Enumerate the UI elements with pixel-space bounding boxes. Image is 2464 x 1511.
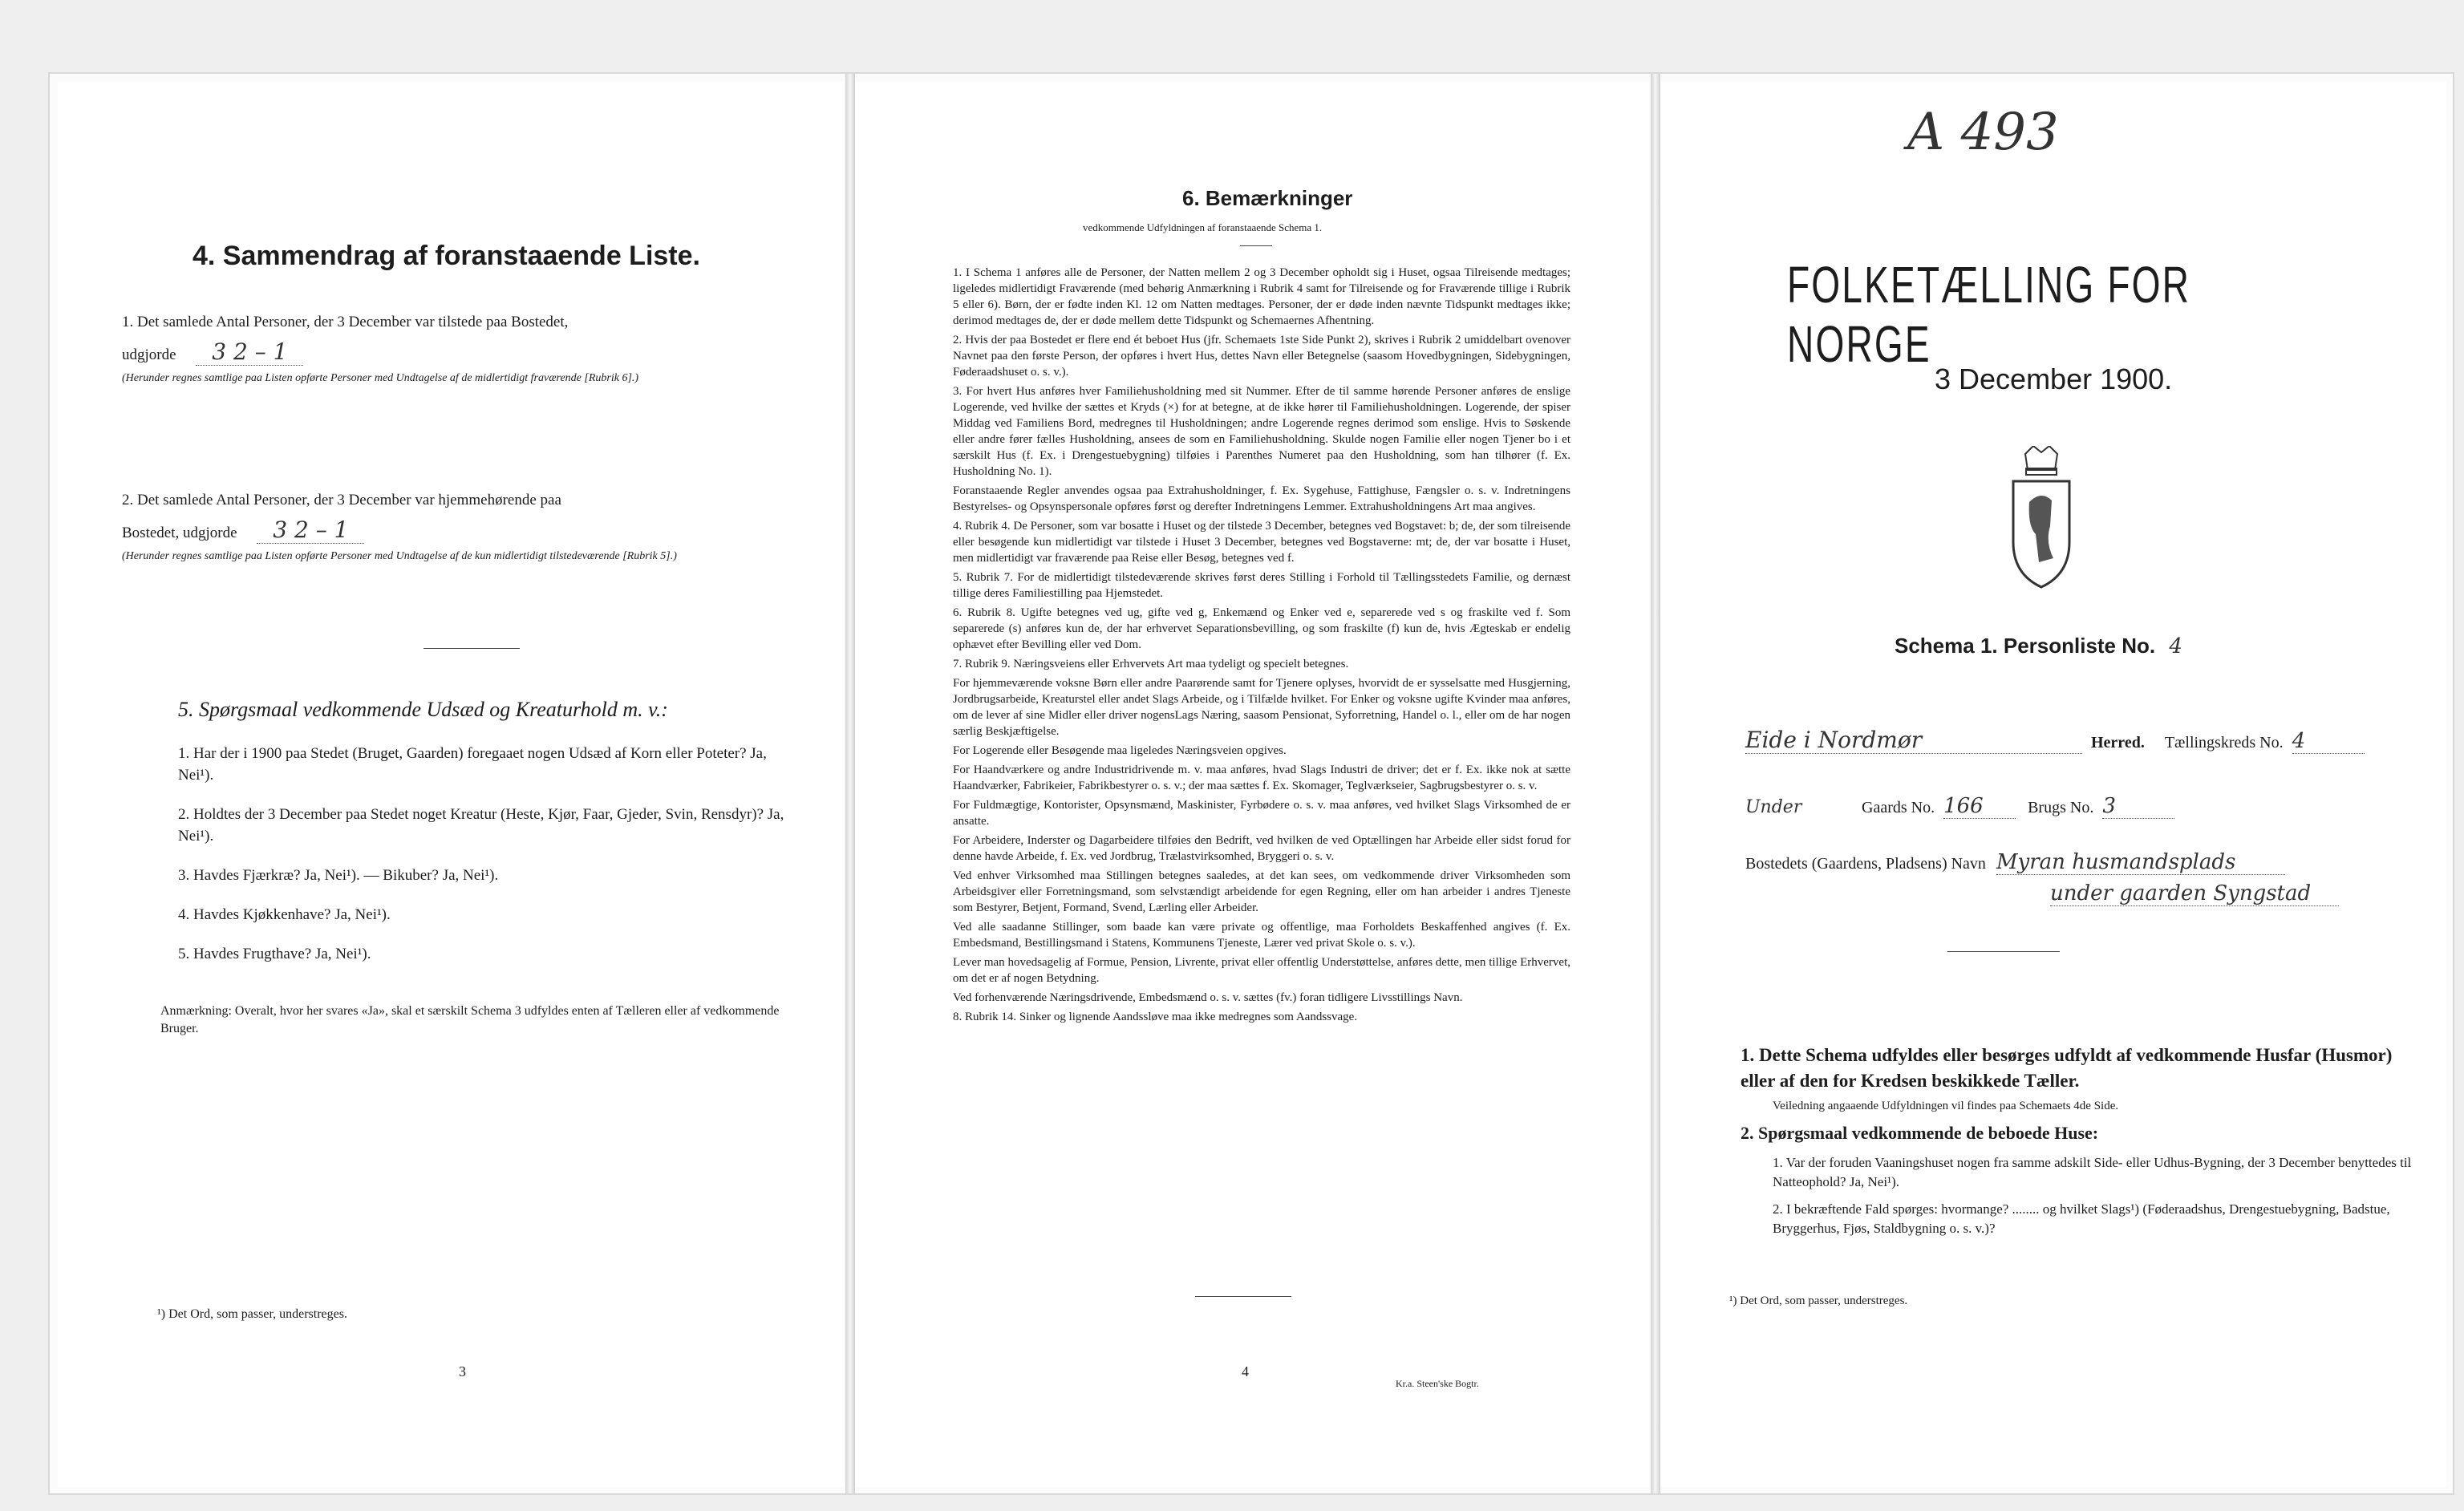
remarks-text [953, 265, 1570, 1028]
bosted-line [1745, 850, 2339, 906]
section-6-subtitle: vedkommende Udfyldningen af foranstaaende Schema 1. [1083, 221, 1323, 233]
remark-paragraph: For Logerende eller Besøgende maa ligeledes Næringsveien opgives. [953, 744, 1287, 757]
divider [1240, 245, 1272, 246]
bosted-label: Bostedets (Gaardens, Pladsens) Navn [1745, 855, 1986, 873]
summary-item-2-answer [122, 516, 796, 544]
remark: Anmærkning: Overalt, hvor her svares «Ja», skal et særskilt Schema 3 udfyldes enten af Tælleren eller af vedkommende Bruger. [160, 1004, 780, 1035]
instructions [1741, 1043, 2438, 1238]
brugs-field[interactable]: 3 [2102, 794, 2174, 819]
instruction-2-1: 1. Var der foruden Vaaningshuset nogen fra samme adskilt Side- eller Udhus-Bygning, der 3 December benyttedes til Natteophold? Ja, Nei¹). [1773, 1155, 2412, 1189]
summary-item-1-value: 3 2 – 1 [196, 338, 303, 366]
section-5-item: 3. Havdes Fjærkræ? Ja, Nei¹). — Bikuber? Ja, Nei¹). [178, 867, 499, 884]
summary-item-1-text: 1. Det samlede Antal Personer, der 3 December var tilstede paa Bostedet, [122, 314, 569, 330]
remark-paragraph: For Arbeidere, Inderster og Dagarbeidere tilføies den Bedrift, ved hvilken de ved Optællingen har Arbeide eller sidst forud for denne havde Arbeide, f. Ex. ved Jordbrug, Trælastvirksomhed, Bryggeri o. s. v. [953, 834, 1570, 863]
remark-paragraph: 6. Rubrik 8. Ugifte betegnes ved ug, gifte ved g, Enkemænd og Enker ved e, separerede ved s og fraskilte ved f. Som separerede (s) anføres kun de, der har erhvervet Separationsbevilling, og som fraskilte (f) kun de, hvis Ægteskab er endelig ophævet efter Bevilling eller ved Dom. [953, 606, 1570, 651]
page-fold [845, 74, 855, 1493]
footnote: ¹) Det Ord, som passer, understreges. [157, 1307, 347, 1321]
remark-paragraph: Lever man hovedsagelig af Formue, Pension, Livrente, privat eller offentlig Understøttelse, anføres dette, men tillige Erhvervet, om det er af nogen Betydning. [953, 956, 1570, 985]
remark-paragraph: Foranstaaende Regler anvendes ogsaa paa Extrahusholdninger, f. Ex. Sygehuse, Fattighuse, Fængsler o. s. v. Indretningens Bestyrelses- og Opsynspersonale opføres først og derefter Indretningens Lemmer. Extrahusholdningens Art maa angives. [953, 484, 1570, 513]
section-5-title: 5. Spørgsmaal vedkommende Udsæd og Kreaturhold m. v.: [178, 698, 668, 721]
bostedet-label: Bostedet, udgjorde [122, 525, 237, 541]
summary-item-2-text: 2. Det samlede Antal Personer, der 3 December var hjemmehørende paa [122, 492, 561, 508]
schema-label: Schema 1. Personliste No. [1895, 634, 2156, 658]
remark-paragraph: Ved enhver Virksomhed maa Stillingen betegnes saaledes, at det kan sees, om vedkommende driver Virksomheden som Arbeidsgiver eller Forretningsmand, som selvstændigt arbeidende for egen Regning, eller om han arbeider i andres Tjeneste som Bestyrer, Betjent, Formand, Svend, Lærling eller Arbeider. [953, 869, 1570, 914]
section-5-item: 4. Havdes Kjøkkenhave? Ja, Nei¹). [178, 906, 391, 923]
footnote: ¹) Det Ord, som passer, understreges. [1729, 1294, 1908, 1307]
coat-of-arms-icon [2005, 446, 2077, 590]
gaards-field[interactable]: 166 [1943, 794, 2016, 819]
divider [1195, 1296, 1291, 1297]
herred-label: Herred. [2091, 734, 2145, 751]
udgjorde-label: udgjorde [122, 346, 176, 363]
archive-stamp: A 493 [1907, 103, 2059, 162]
remark-paragraph: 3. For hvert Hus anføres hver Familiehusholdning med sit Nummer. Efter de til samme hørende Personer anføres de enslige Logerende, ved hvilke der sættes et Kryds (×) for at betegne, at de ikke hører til Familiehusholdningen. Logerende, der spiser Middag ved Familiens Bord, medregnes til Husholdningen; andre Logerende regnes derimod som enslige. Hvis to Søskende eller andre fører fælles Husholdning, ansees de som en Familiehusholdning. Skulde nogen Familie eller nogen Tjener bo i et særskilt Hus (f. Ex. i Drengestuebygning) tilføies i Parenthes Numeret paa den Husholdning, som han tilhører (f. Ex. Husholdning No. 1). [953, 385, 1570, 478]
remark-paragraph: For Haandværkere og andre Industridrivende m. v. maa anføres, hvad Slags Industri de driver; det er f. Ex. ikke nok at sætte Haandværker, Fabrikeier, Fabrikbestyrer o. s. v.; der maa sættes f. Ex. Skomager, Teglværkseier, Sagbrugsbestyrer o. s. v. [953, 764, 1570, 792]
census-date: 3 December 1900. [1935, 363, 2173, 395]
section-5-item: 2. Holdtes der 3 December paa Stedet noget Kreatur (Heste, Kjør, Faar, Gjeder, Svin, Rensdyr)? Ja, Nei¹). [178, 806, 784, 845]
gaards-label: Gaards No. [1862, 799, 1935, 816]
section-5-list [178, 743, 788, 982]
kreds-field[interactable]: 4 [2292, 729, 2365, 754]
remark-paragraph: 2. Hvis der paa Bostedet er flere end ét beboet Hus (jfr. Schemaets 1ste Side Punkt 2), skrives i Rubrik 2 umiddelbart ovenover Navnet paa den første Person, der opføres i hvert Hus, dettes Navn eller Betegnelse (saasom Hovedbygningen, Sidebygningen, Føderaadshuset o. s. v.). [953, 334, 1570, 379]
bosted-field[interactable]: Myran husmandsplads [1996, 850, 2285, 875]
summary-item-1 [122, 311, 796, 387]
instruction-1: 1. Dette Schema udfyldes eller besørges udfyldt af vedkommende Husfar (Husmor) eller af den for Kredsen beskikkede Tæller. [1741, 1045, 2393, 1091]
remark-paragraph: For Fuldmægtige, Kontorister, Opsynsmænd, Maskinister, Fyrbødere o. s. v. maa anføres, ved hvilket Slags Virksomhed de er ansatte. [953, 799, 1570, 828]
printer-credit: Kr.a. Steen'ske Bogtr. [1396, 1378, 1479, 1389]
divider [1947, 951, 2060, 952]
instruction-2: 2. Spørgsmaal vedkommende de beboede Huse: [1741, 1123, 2099, 1143]
form-title: FOLKETÆLLING FOR NORGE [1787, 256, 2191, 373]
remark-paragraph: Ved alle saadanne Stillinger, som baade kan være private og offentlige, maa Forholdets Beskaffenhed angives (f. Ex. Embedsmand, Bestillingsmand i Statens, Kommunens Tjeneste, Lærer ved privat Skole o. s. v.). [953, 921, 1570, 950]
summary-item-1-note: (Herunder regnes samtlige paa Listen opførte Personer med Undtagelse af de midlertidigt fraværende [Rubrik 6].) [122, 372, 639, 384]
gaards-prefix: Under [1745, 797, 1802, 817]
remark-paragraph: Ved forhenværende Næringsdrivende, Embedsmænd o. s. v. sættes (fv.) foran tidligere Livsstillings Navn. [953, 991, 1463, 1004]
summary-item-2 [122, 489, 796, 565]
schema-line [1895, 634, 2182, 658]
summary-item-2-note: (Herunder regnes samtlige paa Listen opførte Personer med Undtagelse af de kun midlertidigt tilstedeværende [Rubrik 5].) [122, 550, 677, 562]
remark-paragraph: 8. Rubrik 14. Sinker og lignende Aandssløve maa ikke medregnes som Aandssvage. [953, 1011, 1358, 1023]
herred-field[interactable]: Eide i Nordmør [1745, 727, 2082, 754]
instruction-1-note: Veiledning angaaende Udfyldningen vil findes paa Schemaets 4de Side. [1773, 1100, 2119, 1112]
remark-paragraph: 4. Rubrik 4. De Personer, som var bosatte i Huset og der tilstede 3 December, betegnes ved Bogstavet: b; de, der som tilreisende eller besøgende kun midlertidigt var tilstede i Huset 3 December, betegnes ved Bogstaverne: mt; de, der var bosatte i Huset, men midlertidigt var fraværende paa Reise eller Besøg, betegnes ved f. [953, 520, 1570, 565]
page-number: 3 [459, 1363, 466, 1379]
remark-paragraph: 5. Rubrik 7. For de midlertidigt tilstedeværende skrives først deres Stilling i Forhold til Tællingsstedets Familie, og dernæst tillige deres Familiestilling paa Hjemstedet. [953, 571, 1570, 600]
section-5-item: 1. Har der i 1900 paa Stedet (Bruget, Gaarden) foregaaet nogen Udsæd af Korn eller Poteter? Ja, Nei¹). [178, 745, 767, 784]
section-5-item: 5. Havdes Frugthave? Ja, Nei¹). [178, 946, 371, 962]
page-fold [1651, 74, 1660, 1493]
kreds-label: Tællingskreds No. [2164, 734, 2284, 751]
remark-paragraph: 1. I Schema 1 anføres alle de Personer, der Natten mellem 2 og 3 December opholdt sig i Huset, ogsaa Tilreisende medtages; ligeledes midlertidigt Fraværende (med behørig Anmærkning i Rubrik 4 samt for Tilreisende og for Fraværende tillige i Rubrik 5 eller 6). Børn, der er fødte inden Kl. 12 om Natten medtages. Personer, der er døde inden nævnte Tidspunkt medtages ikke; derimod medtages de, der er døde mellem dette Tidspunkt og Schemaernes Afhentning. [953, 266, 1570, 327]
remark-paragraph: For hjemmeværende voksne Børn eller andre Paarørende samt for Tjenere oplyses, hvorvidt de er sysselsatte med Husgjerning, Jordbrugsarbeide, Kreaturstel eller andet Slags Arbeide, og i Tilfælde hvilket. For Enker og voksne ugifte Kvinder maa anføres, om de lever af sine Midler eller driver nogensLags Næring, saasom Pensionat, Syforretning, Handel o. l., eller om de har nogen særlig Beskjæftigelse. [953, 677, 1570, 738]
bosted-field-line2[interactable]: under gaarden Syngstad [2050, 881, 2339, 906]
summary-item-2-value: 3 2 – 1 [257, 516, 364, 544]
page-number: 4 [1242, 1363, 1249, 1379]
section-4-title: 4. Sammendrag af foranstaaende Liste. [192, 241, 700, 271]
divider [424, 648, 520, 649]
gaards-line [1745, 794, 2174, 819]
remark-paragraph: 7. Rubrik 9. Næringsveiens eller Erhvervets Art maa tydeligt og specielt betegnes. [953, 658, 1349, 670]
summary-item-1-answer [122, 338, 796, 366]
herred-line [1745, 727, 2365, 754]
personliste-number: 4 [2169, 634, 2182, 658]
section-6-title: 6. Bemærkninger [1182, 186, 1353, 210]
instruction-2-2: 2. I bekræftende Fald spørges: hvormange? ........ og hvilket Slags¹) (Føderaadshus, Drengestuebygning, Badstue, Bryggerhus, Fjøs, Staldbygning o. s. v.)? [1773, 1201, 2390, 1236]
brugs-label: Brugs No. [2028, 799, 2094, 816]
